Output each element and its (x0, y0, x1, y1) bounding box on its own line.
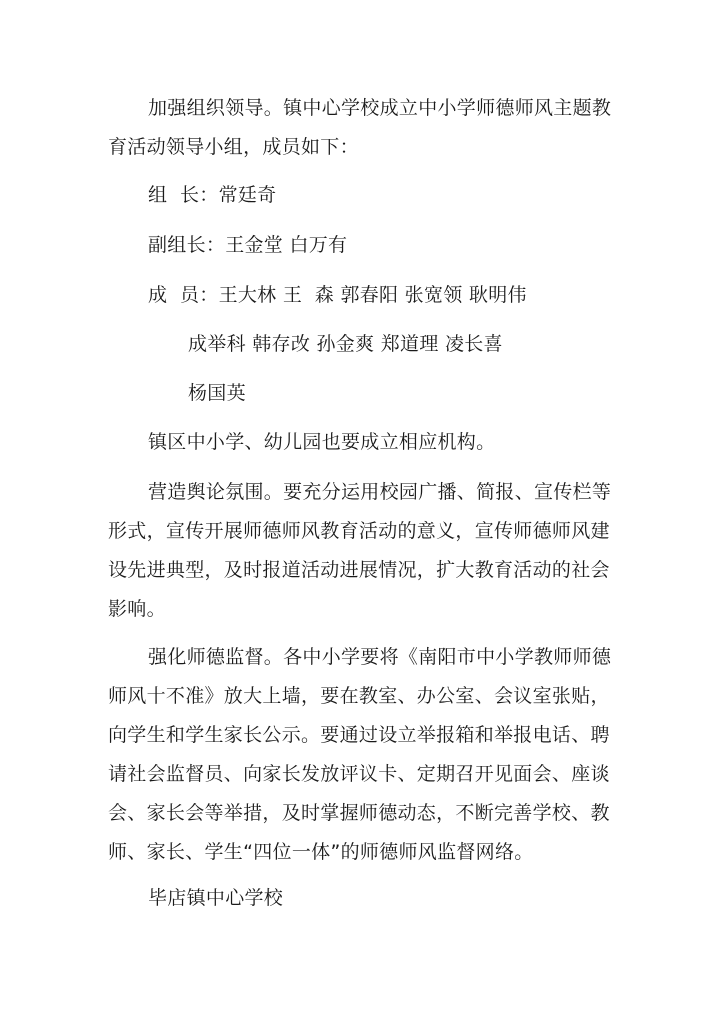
supervision-paragraph-line-4: 请社会监督员、向家长发放评议卡、定期召开见面会、座谈 (108, 763, 610, 785)
atmosphere-paragraph-line-3: 设先进典型，及时报道活动进展情况，扩大教育活动的社会 (108, 559, 610, 581)
org-paragraph-line-2: 育活动领导小组，成员如下： (108, 136, 359, 158)
deputy-line: 副组长：王金堂 白万有 (148, 234, 348, 256)
members-line-1: 成 员：王大林 王 森 郭春阳 张宽领 耿明伟 (148, 284, 527, 306)
supervision-paragraph-line-1: 强化师德监督。各中小学要将《南阳市中小学教师师德 (148, 646, 612, 668)
supervision-paragraph-line-5: 会、家长会等举措，及时掌握师德动态，不断完善学校、教 (108, 802, 610, 824)
members-line-3: 杨国英 (188, 382, 246, 404)
supervision-paragraph-line-3: 向学生和学生家长公示。要通过设立举报箱和举报电话、聘 (108, 724, 610, 746)
leader-line: 组 长：常廷奇 (148, 184, 277, 206)
org-paragraph-line-1: 加强组织领导。镇中心学校成立中小学师德师风主题教 (148, 97, 612, 119)
members-line-2: 成举科 韩存改 孙金爽 郑道理 凌长喜 (188, 333, 503, 355)
supervision-paragraph-line-6: 师、家长、学生“四位一体”的师德师风监督网络。 (108, 841, 534, 863)
signature: 毕店镇中心学校 (148, 887, 284, 909)
atmosphere-paragraph-line-4: 影响。 (108, 598, 166, 620)
atmosphere-paragraph-line-2: 形式，宣传开展师德师风教育活动的意义，宣传师德师风建 (108, 520, 610, 542)
atmosphere-paragraph-line-1: 营造舆论氛围。要充分运用校园广播、简报、宣传栏等 (148, 481, 612, 503)
town-note: 镇区中小学、幼儿园也要成立相应机构。 (148, 431, 496, 453)
supervision-paragraph-line-2: 师风十不准》放大上墙，要在教室、办公室、会议室张贴， (108, 685, 610, 707)
